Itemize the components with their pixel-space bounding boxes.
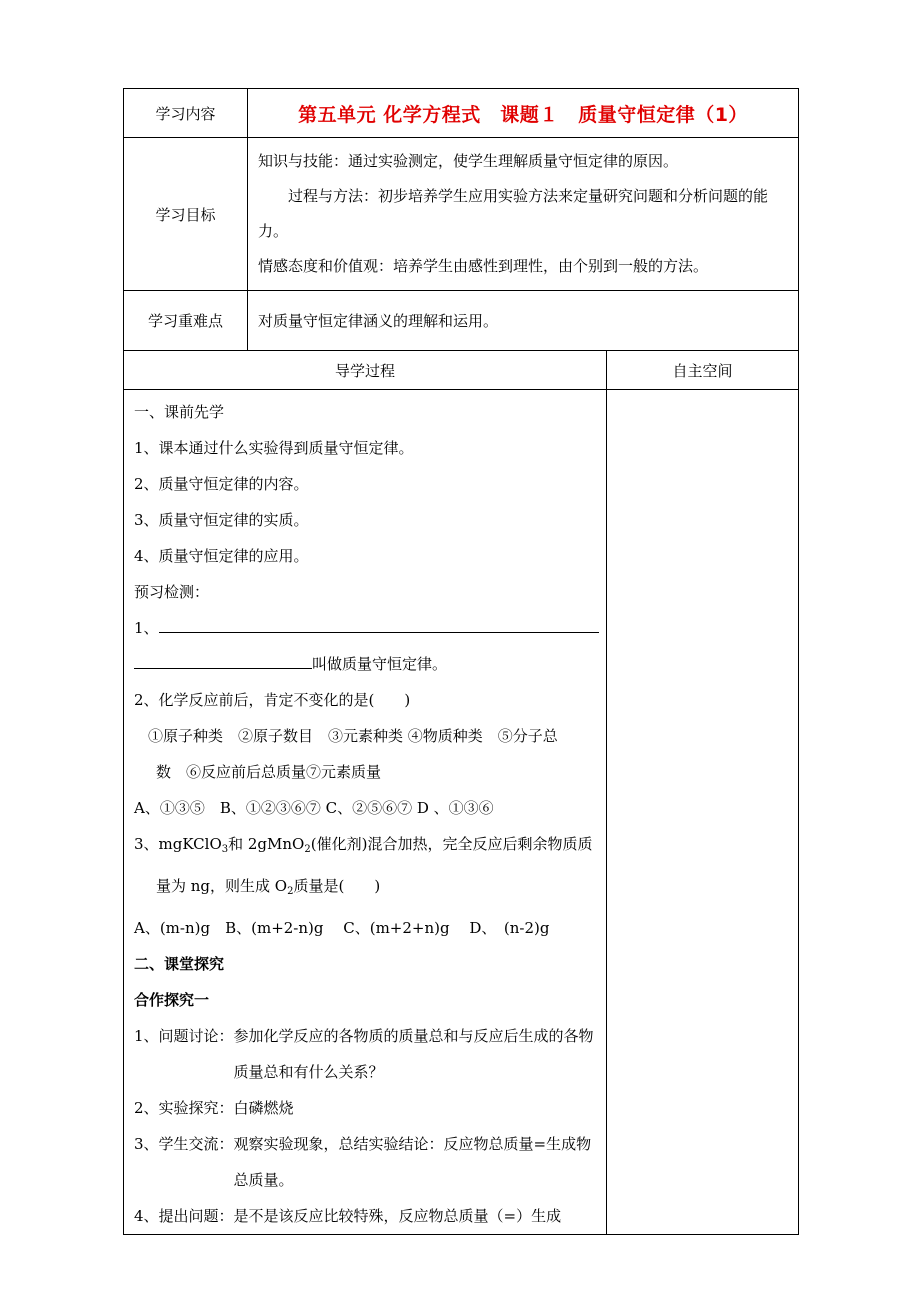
goal-process: 过程与方法：初步培养学生应用实验方法来定量研究问题和分析问题的能力。 [258,187,769,240]
goal-knowledge: 知识与技能：通过实验测定，使学生理解质量守恒定律的原因。 [258,152,679,170]
content-label: 学习内容 [124,89,248,138]
answer-blank-1[interactable] [159,612,599,633]
question-3 [134,826,596,868]
q3-text-c: 和 2gMnO [228,835,305,853]
section2-subheading: 合作探究一 [134,991,210,1009]
section1-heading: 一、课前先学 [134,403,225,421]
question-3-answers: A、(m-n)g B、(m+2-n)g C、(m+2+n)g D、 (n-2)g [134,919,550,937]
inquiry-1-key: 1、问题讨论： [134,1027,234,1045]
key-points-label: 学习重难点 [124,291,248,351]
inquiry-item-3 [134,1126,596,1198]
page-title: 第五单元 化学方程式 课题１ 质量守恒定律（1） [248,89,799,138]
inquiry-4-key: 4、提出问题： [134,1207,234,1225]
q3-sub-2: 2 [304,844,311,855]
q3-text-f: 量为 ng，则生成 O [156,877,288,895]
goals-cell [248,138,799,291]
inquiry-1-text: 参加化学反应的各物质的质量总和与反应后生成的各物质量总和有什么关系？ [233,1027,594,1081]
question-1-prefix: 1、 [134,619,159,637]
guide-column-header: 导学过程 [124,351,607,390]
inquiry-item-4 [134,1198,596,1234]
inquiry-3-key: 3、学生交流： [134,1135,234,1153]
question-1 [134,610,596,646]
question-2: 2、化学反应前后，肯定不变化的是( ) [134,691,411,709]
key-points: 对质量守恒定律涵义的理解和运用。 [248,291,799,351]
goal-attitude: 情感态度和价值观：培养学生由感性到理性，由个别到一般的方法。 [258,257,709,275]
guide-content [124,390,607,1235]
list-item: 3、质量守恒定律的实质。 [134,511,309,529]
self-study-space[interactable] [607,390,799,1235]
q3-sub-o2: 2 [287,886,294,897]
question-1-cont [134,646,596,682]
space-column-header: 自主空间 [607,351,799,390]
lesson-plan-page [123,88,798,1235]
inquiry-item-2: 2、实验探究：白磷燃烧 [134,1099,294,1117]
inquiry-4-text: 是不是该反应比较特殊，反应物总质量（=）生成 [233,1207,562,1225]
inquiry-item-1 [134,1018,596,1090]
inquiry-3-text: 观察实验现象，总结实验结论：反应物总质量=生成物总质量。 [233,1135,592,1189]
goals-label: 学习目标 [124,138,248,291]
list-item: 2、质量守恒定律的内容。 [134,475,309,493]
q3-text-h: 质量是( ) [293,877,381,895]
lesson-plan-table [123,88,799,1235]
question-3-cont [134,868,596,910]
question-1-suffix: 叫做质量守恒定律。 [312,655,448,673]
q3-sub-3: 3 [221,844,229,855]
section2-heading: 二、课堂探究 [134,955,225,973]
list-item: 4、质量守恒定律的应用。 [134,547,309,565]
q3-text-e: (催化剂)混合加热，完全反应后剩余物质质 [310,835,593,853]
answer-blank-2[interactable] [134,648,312,669]
q3-text-a: 3、mgKClO [134,835,222,853]
preview-heading: 预习检测： [134,583,210,601]
list-item: 1、课本通过什么实验得到质量守恒定律。 [134,439,414,457]
question-2-answers: A、①③⑤ B、①②③⑥⑦ C、②⑤⑥⑦ D 、①③⑥ [134,799,494,817]
question-2-options: ①原子种类 ②原子数目 ③元素种类 ④物质种类 ⑤分子总 [148,727,558,745]
question-2-options-cont: 数 ⑥反应前后总质量⑦元素质量 [156,763,382,781]
